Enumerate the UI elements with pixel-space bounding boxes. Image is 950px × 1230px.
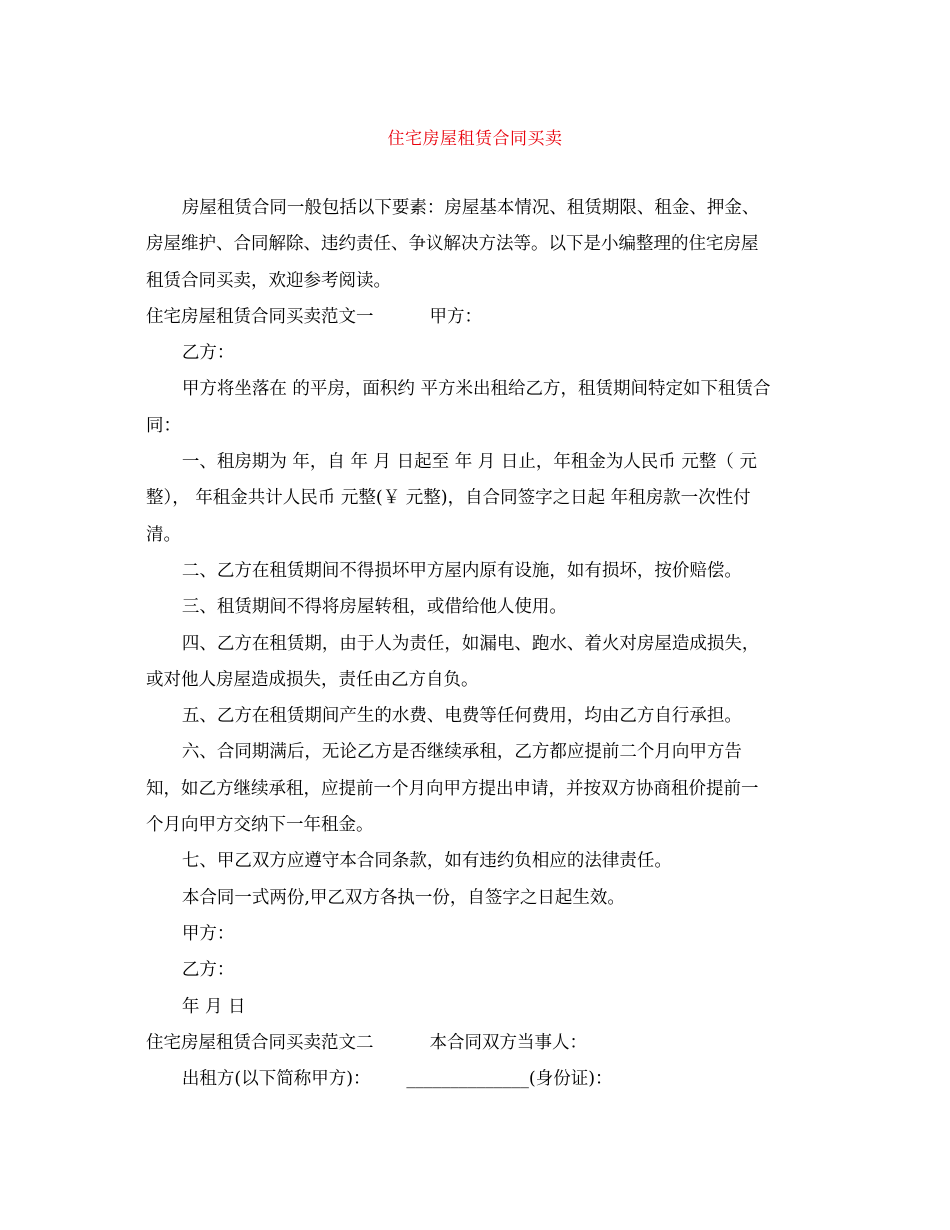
sample1-party-b: 乙方： — [181, 343, 235, 364]
signature-date: 年 月 日 — [181, 996, 246, 1017]
lessor-row — [146, 1061, 814, 1097]
clause-2: 二、乙方在租赁期间不得损坏甲方屋内原有设施，如有损坏，按价赔偿。 — [181, 560, 742, 581]
clause-6-line: 六、合同期满后，无论乙方是否继续承租，乙方都应提前二个月向甲方告 — [181, 742, 742, 763]
sample2-parties: 本合同双方当事人： — [429, 1032, 587, 1053]
lessor-id-label: (身份证)： — [528, 1069, 613, 1090]
clause-6 — [146, 734, 814, 843]
clause-5: 五、乙方在租赁期间产生的水费、电费等任何费用，均由乙方自行承担。 — [181, 706, 742, 727]
clause-1 — [146, 444, 814, 553]
sample1-lead-paragraph — [146, 371, 814, 444]
signature-party-a: 甲方： — [181, 923, 235, 944]
sample1-heading: 住宅房屋租赁合同买卖范文一 — [146, 306, 374, 327]
document-body — [146, 190, 814, 1097]
clause-6-line: 个月向甲方交纳下一年租金。 — [146, 815, 374, 836]
clause-4 — [146, 626, 814, 699]
clause-4-line: 或对他人房屋造成损失，责任由乙方自负。 — [146, 669, 479, 690]
sample2-heading-row — [146, 1025, 814, 1061]
lessor-name-blank: ______________ — [406, 1069, 529, 1090]
clause-4-line: 四、乙方在租赁期，由于人为责任，如漏电、跑水、着火对房屋造成损失， — [181, 633, 760, 654]
sample1-heading-row — [146, 299, 814, 335]
clause-7: 七、甲乙双方应遵守本合同条款，如有违约负相应的法律责任。 — [181, 851, 672, 872]
intro-line: 租赁合同买卖，欢迎参考阅读。 — [146, 270, 391, 291]
intro-line: 房屋租赁合同一般包括以下要素：房屋基本情况、租赁期限、租金、押金、 — [181, 198, 760, 218]
sample2-heading: 住宅房屋租赁合同买卖范文二 — [146, 1032, 374, 1053]
intro-paragraph — [146, 190, 814, 299]
lessor-label: 出租方(以下简称甲方)： — [181, 1069, 371, 1090]
clause-1-line: 整）， 年租金共计人民币 元整(￥ 元整)，自合同签字之日起 年租房款一次性付 — [146, 488, 751, 509]
copies-statement: 本合同一式两份,甲乙双方各执一份，自签字之日起生效。 — [181, 887, 625, 908]
lead-line: 甲方将坐落在 的平房，面积约 平方米出租给乙方，租赁期间特定如下租赁合 — [181, 379, 771, 400]
intro-line: 房屋维护、合同解除、违约责任、争议解决方法等。以下是小编整理的住宅房屋 — [146, 234, 759, 255]
clause-1-line: 一、租房期为 年，自 年 月 日起至 年 月 日止，年租金为人民币 元整（ 元 — [181, 452, 757, 473]
document-title: 住宅房屋租赁合同买卖 — [387, 129, 563, 149]
clause-3: 三、租赁期间不得将房屋转租，或借给他人使用。 — [181, 597, 567, 618]
clause-6-line: 知，如乙方继续承租，应提前一个月向甲方提出申请，并按双方协商租价提前一 — [146, 778, 759, 799]
clause-1-line: 清。 — [146, 524, 181, 545]
sample1-party-a: 甲方： — [429, 306, 482, 327]
signature-party-b: 乙方： — [181, 960, 235, 981]
lead-line: 同： — [146, 415, 181, 436]
